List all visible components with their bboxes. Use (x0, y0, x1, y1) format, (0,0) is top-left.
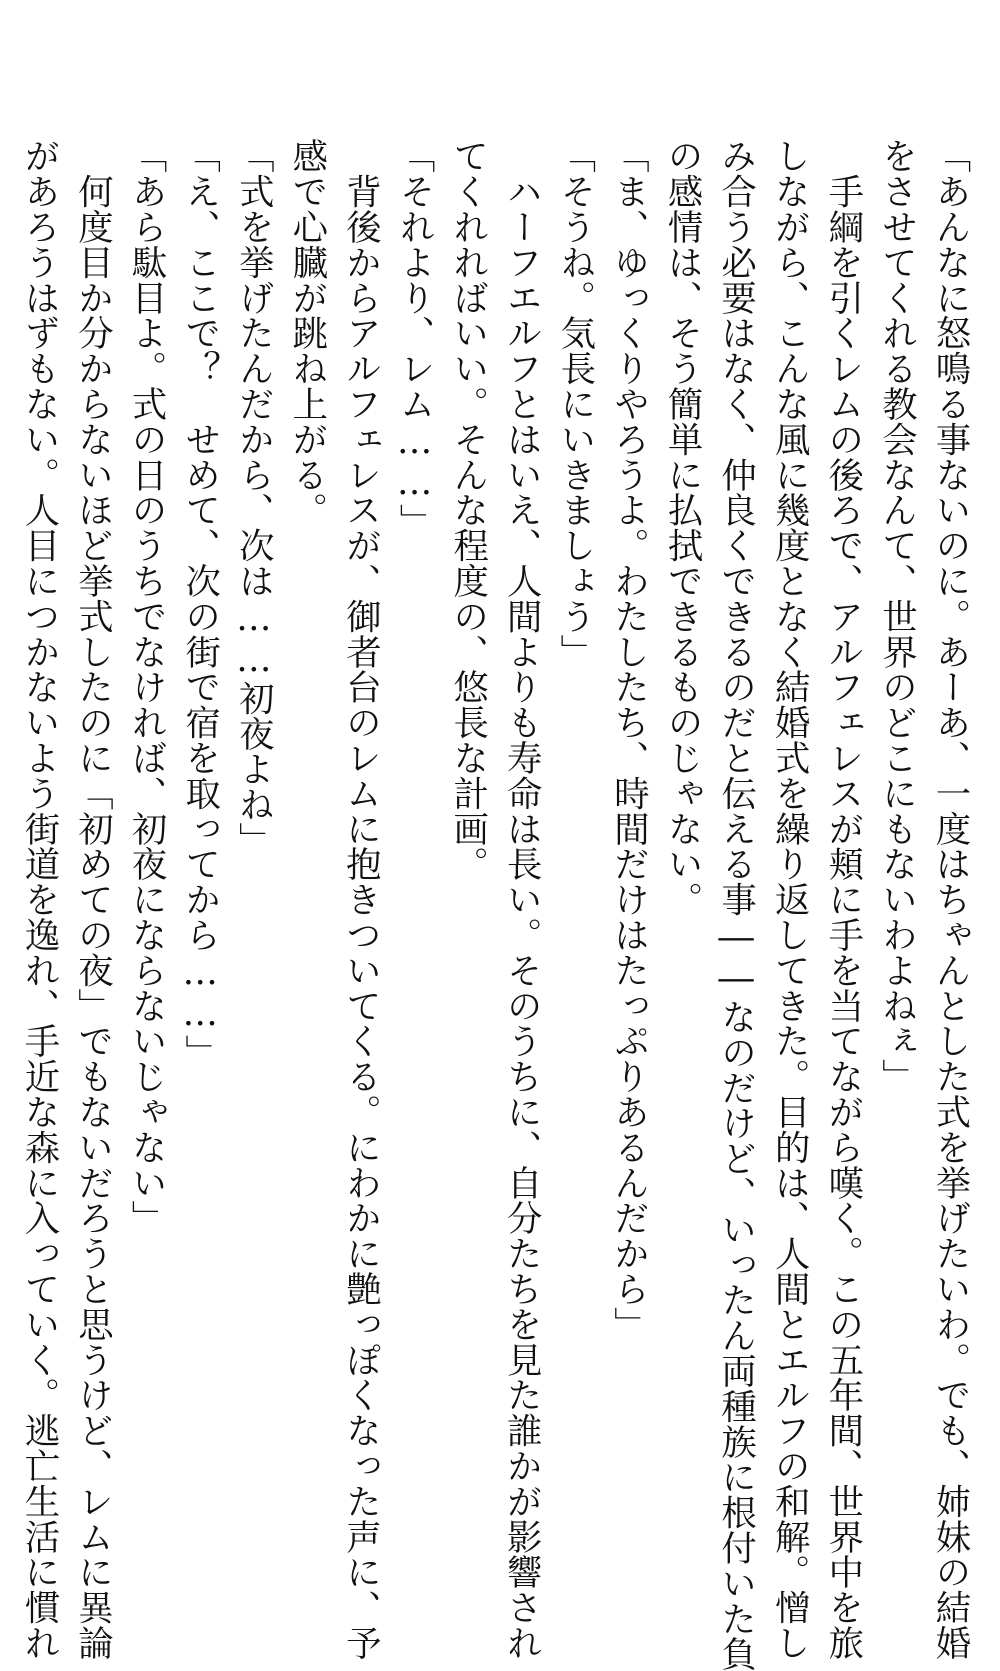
text-line-3: 手綱を引くレムの後ろで、アルフェレスが頬に手を当てながら嘆く。この五年間、世界中を旅 (822, 138, 864, 1661)
text-line-16: 「あら駄目よ。式の日のうちでなければ、初夜にならないじゃない」 (126, 138, 168, 1236)
text-line-5: み合う必要はなく、仲良くできるのだと伝える事――なのだけど、いったん両種族に根付いた負 (715, 138, 757, 1671)
text-line-12: 背後からアルフェレスが、御者台のレムに抱きついてくる。にわかに艶っぽくなった声に、予 (340, 138, 382, 1661)
text-line-10: てくれればいい。そんな程度の、悠長な計画。 (447, 138, 489, 882)
text-line-4: しながら、こんな風に幾度となく結婚式を繰り返してきた。目的は、人間とエルフの和解。憎し (769, 138, 811, 1661)
text-line-14: 「式を挙げたんだから、次は……初夜よね」 (233, 138, 275, 858)
text-line-15: 「え、ここで？ せめて、次の街で宿を取ってから……」 (179, 138, 221, 1070)
text-line-17: 何度目か分からないほど挙式したのに「初めての夜」でもないだろうと思うけど、レムに異論 (72, 138, 114, 1661)
text-line-8: 「そうね。気長にいきましょう」 (554, 138, 596, 669)
text-line-11: 「それより、レム……」 (394, 138, 436, 539)
text-line-9: ハーフエルフとはいえ、人間よりも寿命は長い。そのうちに、自分たちを見た誰かが影響され (501, 138, 543, 1661)
text-line-6: の感情は、そう簡単に払拭できるものじゃない。 (662, 138, 704, 917)
text-line-1: 「あんなに怒鳴る事ないのに。あーあ、一度はちゃんとした式を挙げたいわ。でも、姉妹の結婚 (930, 138, 971, 1661)
text-line-7: 「ま、ゆっくりやろうよ。わたしたち、時間だけはたっぷりあるんだから」 (608, 138, 650, 1342)
text-line-13: 感で心臓が跳ね上がる。 (286, 138, 328, 528)
vertical-text-block (18, 138, 971, 1671)
text-line-2: をさせてくれる教会なんて、世界のどこにもないわよねぇ」 (876, 138, 918, 1094)
text-line-18: があろうはずもない。人目につかないよう街道を逸れ、手近な森に入っていく。逃亡生活に慣れ (18, 138, 60, 1661)
